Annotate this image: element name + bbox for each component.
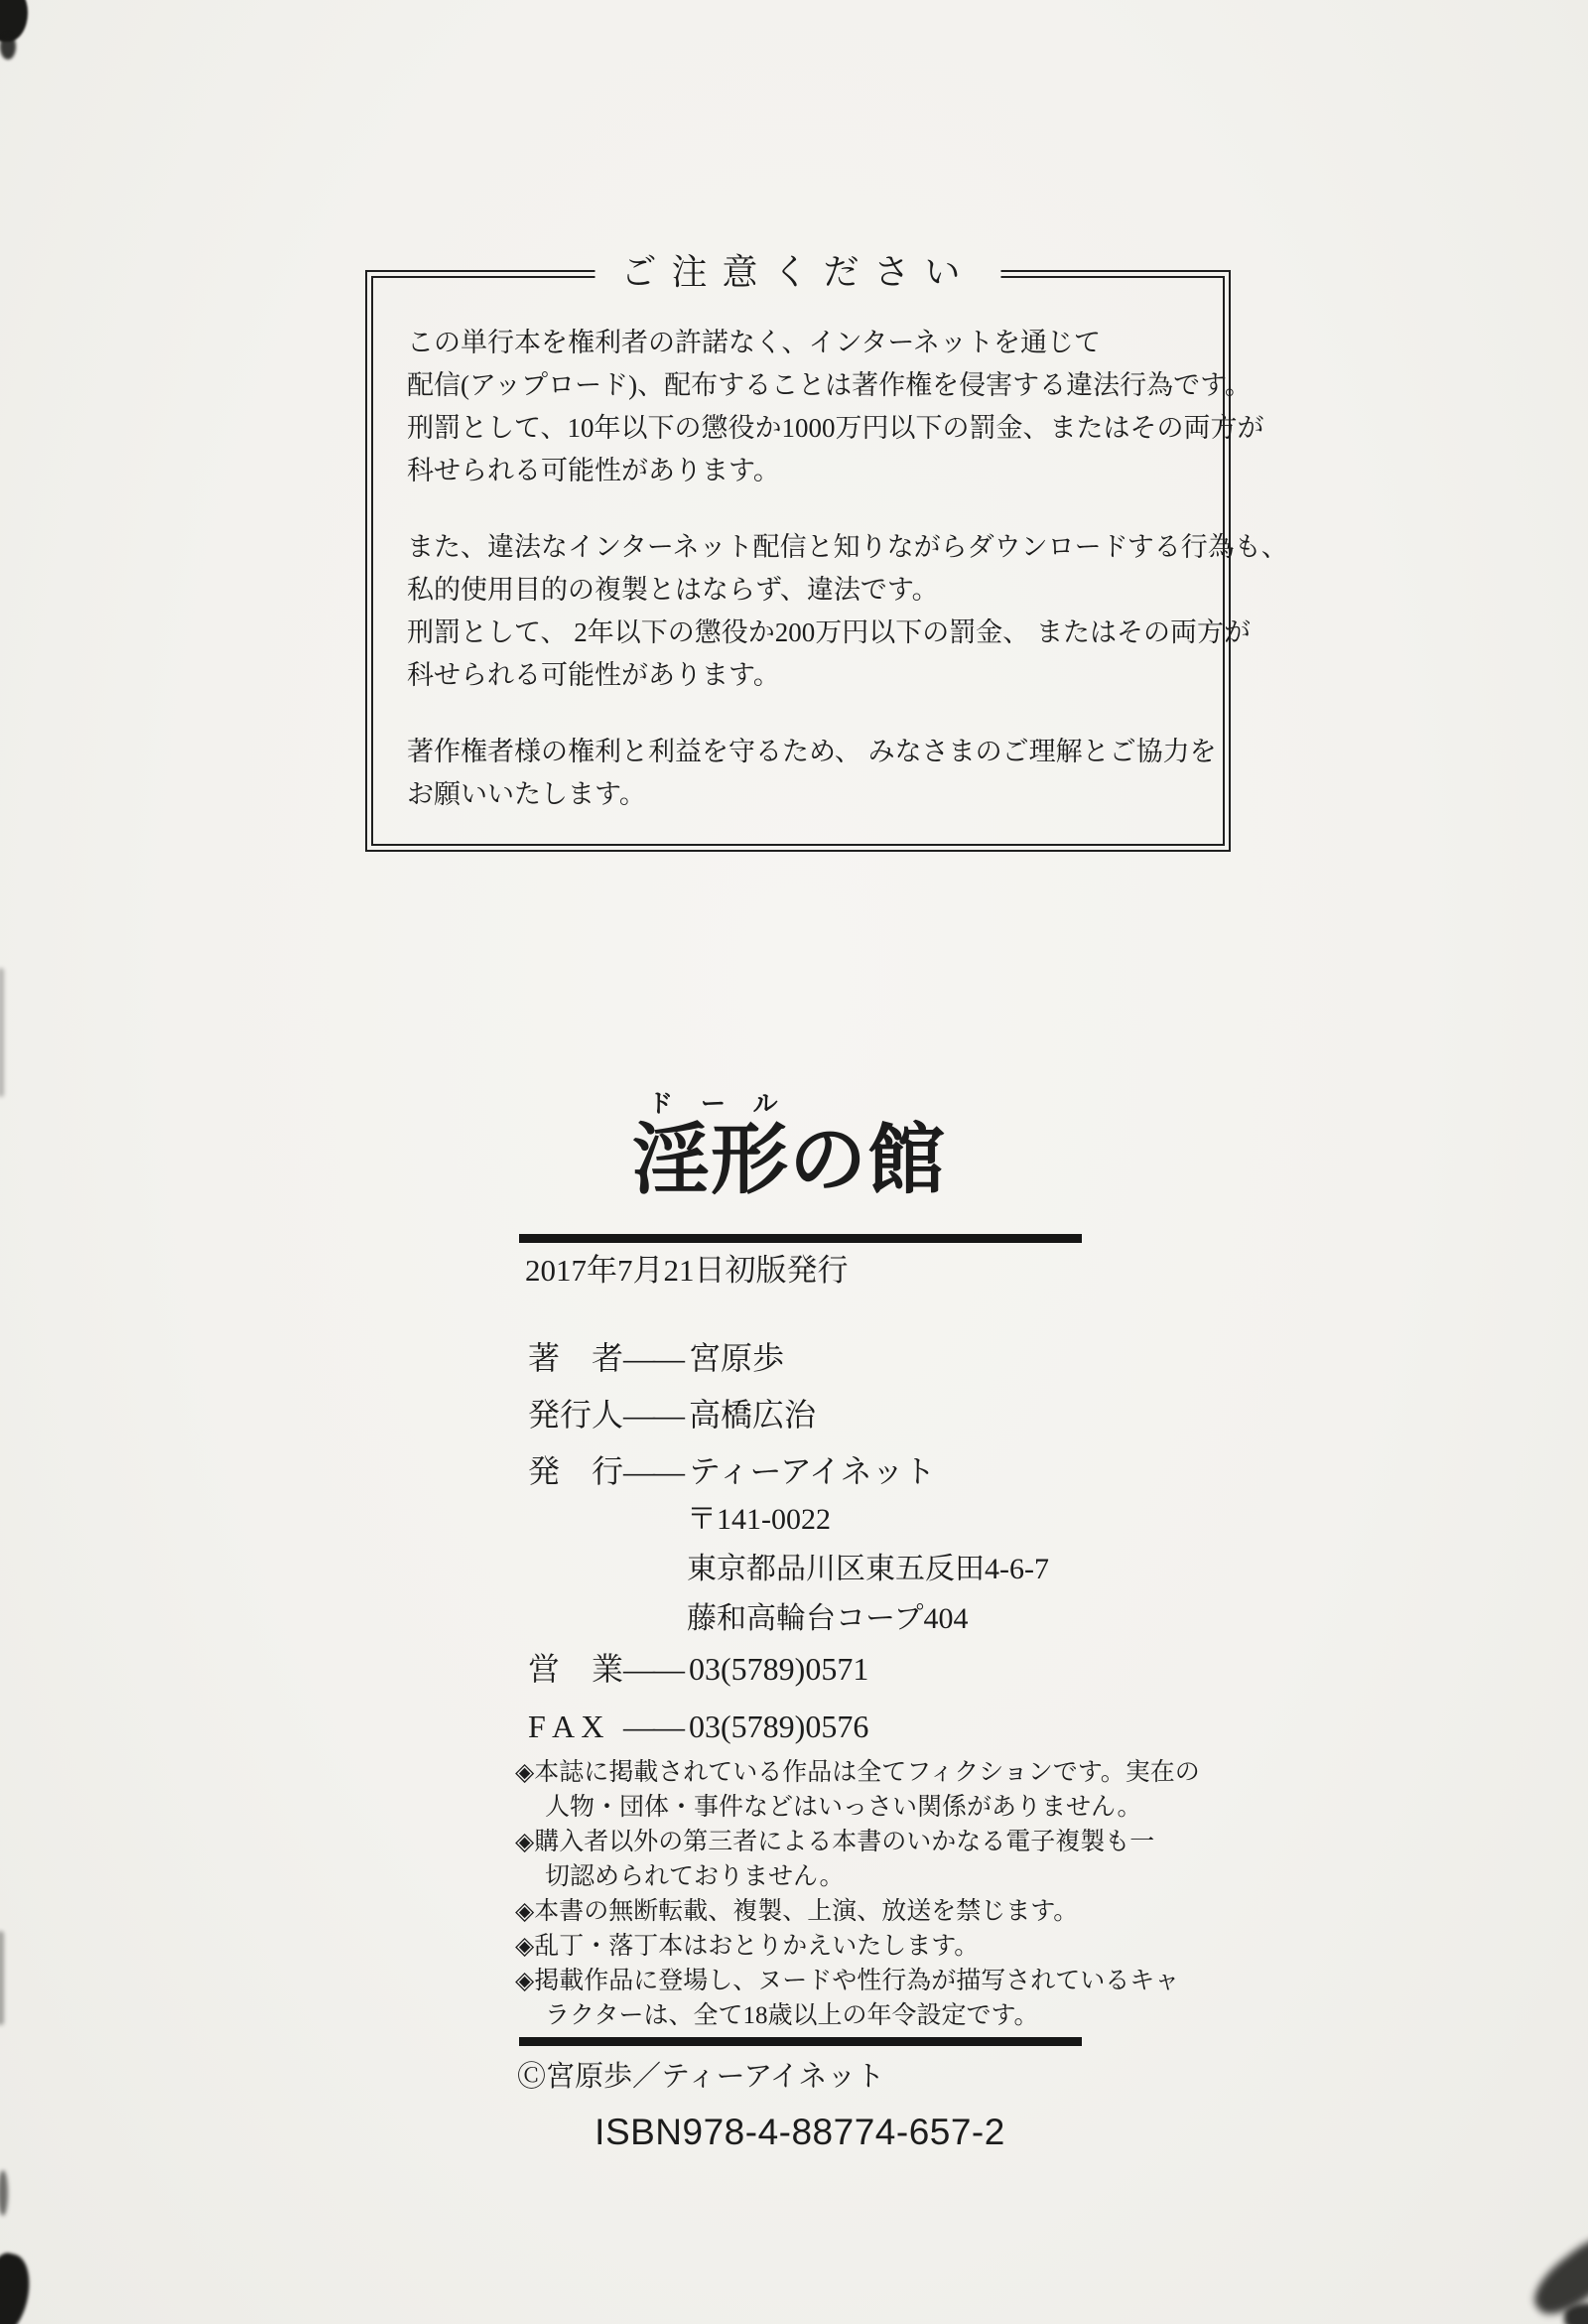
note-electronic-copy [515,1825,1200,1894]
credit-dash: —— [623,1397,684,1433]
contact-value: 03(5789)0571 [689,1651,869,1687]
note-defective-copy [515,1929,1200,1964]
notice-box-title: ご注意ください [595,250,1000,294]
notice-line: 科せられる可能性があります。 [407,660,780,690]
notice-line: この単行本を権利者の許諾なく、インターネットを通じて [407,328,1102,357]
book-title: 淫形の館 [632,1116,947,1205]
contacts-list [528,1640,868,1755]
credit-label: 発 行 [528,1453,624,1489]
notice-line: また、違法なインターネット配信と知りながらダウンロードする行為も、 [407,532,1288,562]
book-title-block [632,1090,946,1203]
contact-row-fax [528,1698,868,1755]
notice-box [365,252,1288,852]
note-line: ◈掲載作品に登場し、ヌードや性行為が描写されているキャ [515,1968,1180,1994]
credit-dash: —— [623,1453,684,1489]
notice-line: お願いいたします。 [407,779,646,809]
credit-row-publisher-company [528,1443,936,1500]
credit-value: 高橋広治 [689,1397,817,1433]
note-line: ラクターは、全て18歳以上の年令設定です。 [545,2002,1039,2029]
notice-paragraph-upload [407,322,1264,492]
scan-artifact-top-left [0,0,28,42]
notice-paragraph-request [407,731,1217,816]
credit-value: 宮原歩 [689,1340,785,1376]
address-postal-code: 〒141-0022 [687,1503,831,1536]
credit-value: ティーアイネット [689,1453,936,1489]
note-line: ◈本誌に掲載されている作品は全てフィクションです。実在の [515,1759,1200,1786]
note-line: ◈購入者以外の第三者による本書のいかなる電子複製も一 [515,1829,1155,1855]
copyright-line: Ⓒ宮原歩／ティーアイネット [517,2061,885,2093]
notice-line: 科せられる可能性があります。 [407,456,780,485]
notice-line: 私的使用目的の複製とはならず、違法です。 [407,575,939,605]
copyright-divider-rule [519,2037,1082,2046]
contact-label: 営 業 [528,1651,624,1687]
isbn: ISBN978-4-88774-657-2 [595,2112,1005,2152]
notice-line: 刑罰として、 2年以下の懲役か200万円以下の罰金、 またはその両方が [407,617,1251,647]
contact-dash: —— [623,1709,683,1744]
scan-artifact-left-edge [0,968,4,1097]
note-line: 切認められておりません。 [545,1863,845,1890]
edition-date: 2017年7月21日初版発行 [525,1253,849,1288]
note-reproduction [515,1894,1200,1929]
scan-artifact-top-left-small [0,34,16,60]
book-title-ruby: ドール [648,1089,806,1118]
title-divider-rule [519,1234,1082,1243]
publisher-address [687,1495,1049,1644]
credit-row-author [528,1330,936,1387]
scan-artifact-bottom-right-corner [1564,2303,1588,2324]
credit-label: 著 者 [528,1340,624,1376]
disclaimer-notes [515,1755,1200,2033]
scan-artifact-left-edge-lower [0,1931,4,2025]
address-line: 藤和高輪台コープ404 [687,1602,969,1635]
notice-line: 配信(アップロード)、配布することは著作権を侵害する違法行為です。 [407,370,1252,400]
address-line: 東京都品川区東五反田4-6-7 [687,1553,1049,1585]
contact-label: F A X [528,1709,604,1744]
contact-value: 03(5789)0576 [689,1709,869,1744]
credit-label: 発行人 [528,1397,624,1433]
note-line: ◈本書の無断転載、複製、上演、放送を禁じます。 [515,1898,1079,1925]
credit-row-publisher-person [528,1387,936,1443]
credit-dash: —— [623,1340,684,1376]
contact-dash: —— [623,1651,684,1687]
notice-paragraph-download [407,526,1288,697]
note-age-setting [515,1964,1200,2033]
scan-artifact-bottom-right [1523,2223,1588,2324]
scan-artifact-bottom-left-small [0,2170,8,2216]
contact-row-sales [528,1640,868,1698]
notice-line: 刑罰として、10年以下の懲役か1000万円以下の罰金、またはその両方が [407,413,1264,443]
note-fiction [515,1755,1200,1825]
note-line: ◈乱丁・落丁本はおとりかえいたします。 [515,1933,980,1960]
credits-list [528,1330,936,1500]
note-line: 人物・団体・事件などはいっさい関係がありません。 [545,1794,1142,1821]
scan-artifact-bottom-left [0,2250,38,2324]
notice-line: 著作権者様の権利と利益を守るため、 みなさまのご理解とご協力を [407,737,1217,766]
